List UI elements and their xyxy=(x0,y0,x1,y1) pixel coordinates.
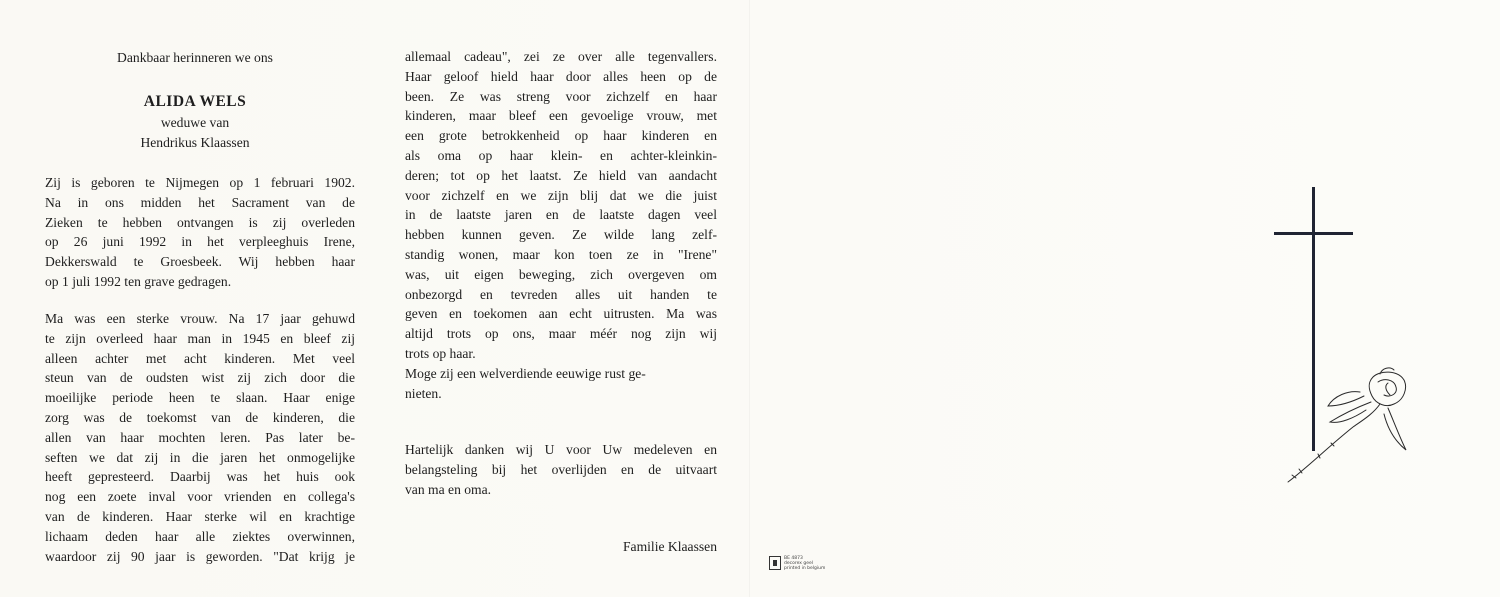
text-line: Na in ons midden het Sacrament van de xyxy=(45,194,355,210)
cross-and-rose-illustration xyxy=(1268,182,1418,492)
text-line: Haar geloof hield haar door alles heen op de xyxy=(405,68,717,84)
text-line: als oma op haar klein- en achter-kleinkin- xyxy=(405,147,717,163)
fold-line xyxy=(749,0,750,597)
printer-mark-text xyxy=(784,556,825,571)
text-line: Ma was een sterke vrouw. Na 17 jaar gehuwd xyxy=(45,311,355,326)
text-line: standig wonen, maar kon toen ze in "Irene" xyxy=(405,246,717,262)
deceased-name: ALIDA WELS xyxy=(143,93,247,110)
text-line: been. Ze was streng voor zichzelf en haar xyxy=(405,88,717,104)
printer-mark xyxy=(769,556,839,574)
thank-you-paragraph xyxy=(405,440,717,499)
text-line: kinderen, maar bleef een gevoelige vrouw, met xyxy=(405,108,717,124)
printer-logo-icon xyxy=(769,556,781,570)
text-line: te zijn overleed haar man in 1945 en bleef zij xyxy=(45,330,355,346)
spouse-name: Hendrikus Klaassen xyxy=(140,135,250,150)
text-line: was, uit eigen beweging, zich overgeven om xyxy=(405,266,717,282)
text-line: altijd trots op ons, maar méér nog zijn wij xyxy=(405,326,717,342)
text-line: waardoor zij 90 jaar is geworden. "Dat krijg je xyxy=(45,548,355,564)
text-line: belangsteling bij het overlijden en de uitvaart xyxy=(405,461,717,477)
biography-paragraph-3 xyxy=(405,47,717,403)
text-line: van de kinderen. Haar sterke wil en krachtige xyxy=(45,508,355,524)
text-line: alleen achter met acht kinderen. Met veel xyxy=(45,350,355,366)
biography-paragraph-1 xyxy=(45,173,355,292)
printer-mark-line: BE 4873 xyxy=(784,556,803,561)
text-line: steun van de oudsten wist zij zich door die xyxy=(45,370,355,386)
text-line: deren; tot op het laatst. Ze hield van aandacht xyxy=(405,167,717,183)
cross-vertical-bar xyxy=(1312,187,1315,451)
intro-text: Dankbaar herinneren we ons xyxy=(117,50,273,65)
rose-icon xyxy=(1288,368,1406,482)
biography-paragraph-2 xyxy=(45,309,355,566)
text-line: van ma en oma. xyxy=(405,481,492,497)
text-line: zorg was de toekomst van de kinderen, die xyxy=(45,409,355,425)
text-line: op 26 juni 1992 in het verpleeghuis Irene, xyxy=(45,234,355,250)
widow-of-text: weduwe van xyxy=(160,115,230,130)
printer-mark-line: decorex geel xyxy=(784,561,814,566)
text-line: op 1 juli 1992 ten grave gedragen. xyxy=(45,273,232,289)
text-line: moeilijke periode heen te slaan. Haar enige xyxy=(45,390,355,406)
text-line: onbezorgd en tevreden alles uit handen te xyxy=(405,286,717,302)
cross-horizontal-bar xyxy=(1274,232,1353,235)
text-line: heeft gepresteerd. Daarbij was het huis ook xyxy=(45,469,355,485)
text-line: trots op haar. xyxy=(405,345,476,361)
text-line: allemaal cadeau", zei ze over alle tegenvallers. xyxy=(405,49,717,64)
text-line: in de laatste jaren en de laatste dagen veel xyxy=(405,207,717,223)
text-line: Zij is geboren te Nijmegen op 1 februari 1902. xyxy=(45,175,355,190)
text-line: Moge zij een welverdiende eeuwige rust ge- xyxy=(405,365,646,381)
family-signature: Familie Klaassen xyxy=(622,539,717,554)
text-line: Dekkerswald te Groesbeek. Wij hebben haar xyxy=(45,254,355,270)
text-line: hebben kunnen geven. Ze wilde lang zelf- xyxy=(405,227,717,243)
text-line: allen van haar mochten leren. Pas later be- xyxy=(45,429,355,445)
text-line: nieten. xyxy=(405,385,442,401)
text-line: seften we dat zij in die jaren het onmogelijke xyxy=(45,449,355,465)
text-line: Hartelijk danken wij U voor Uw medeleven en xyxy=(405,442,717,457)
text-line: geven en toekomen aan echt uitrusten. Ma was xyxy=(405,306,717,322)
text-line: voor zichzelf en we zijn blij dat we die juist xyxy=(405,187,717,203)
text-line: lichaam deden haar alle ziektes overwinnen, xyxy=(45,528,355,544)
text-line: Zieken te hebben ontvangen is zij overleden xyxy=(45,214,355,230)
printer-mark-line: printed in belgium xyxy=(784,566,826,571)
text-line: nog een zoete inval voor vrienden en collega's xyxy=(45,489,355,505)
text-line: een grote betrokkenheid op haar kinderen en xyxy=(405,128,717,144)
cross-rose-svg xyxy=(1268,182,1418,492)
